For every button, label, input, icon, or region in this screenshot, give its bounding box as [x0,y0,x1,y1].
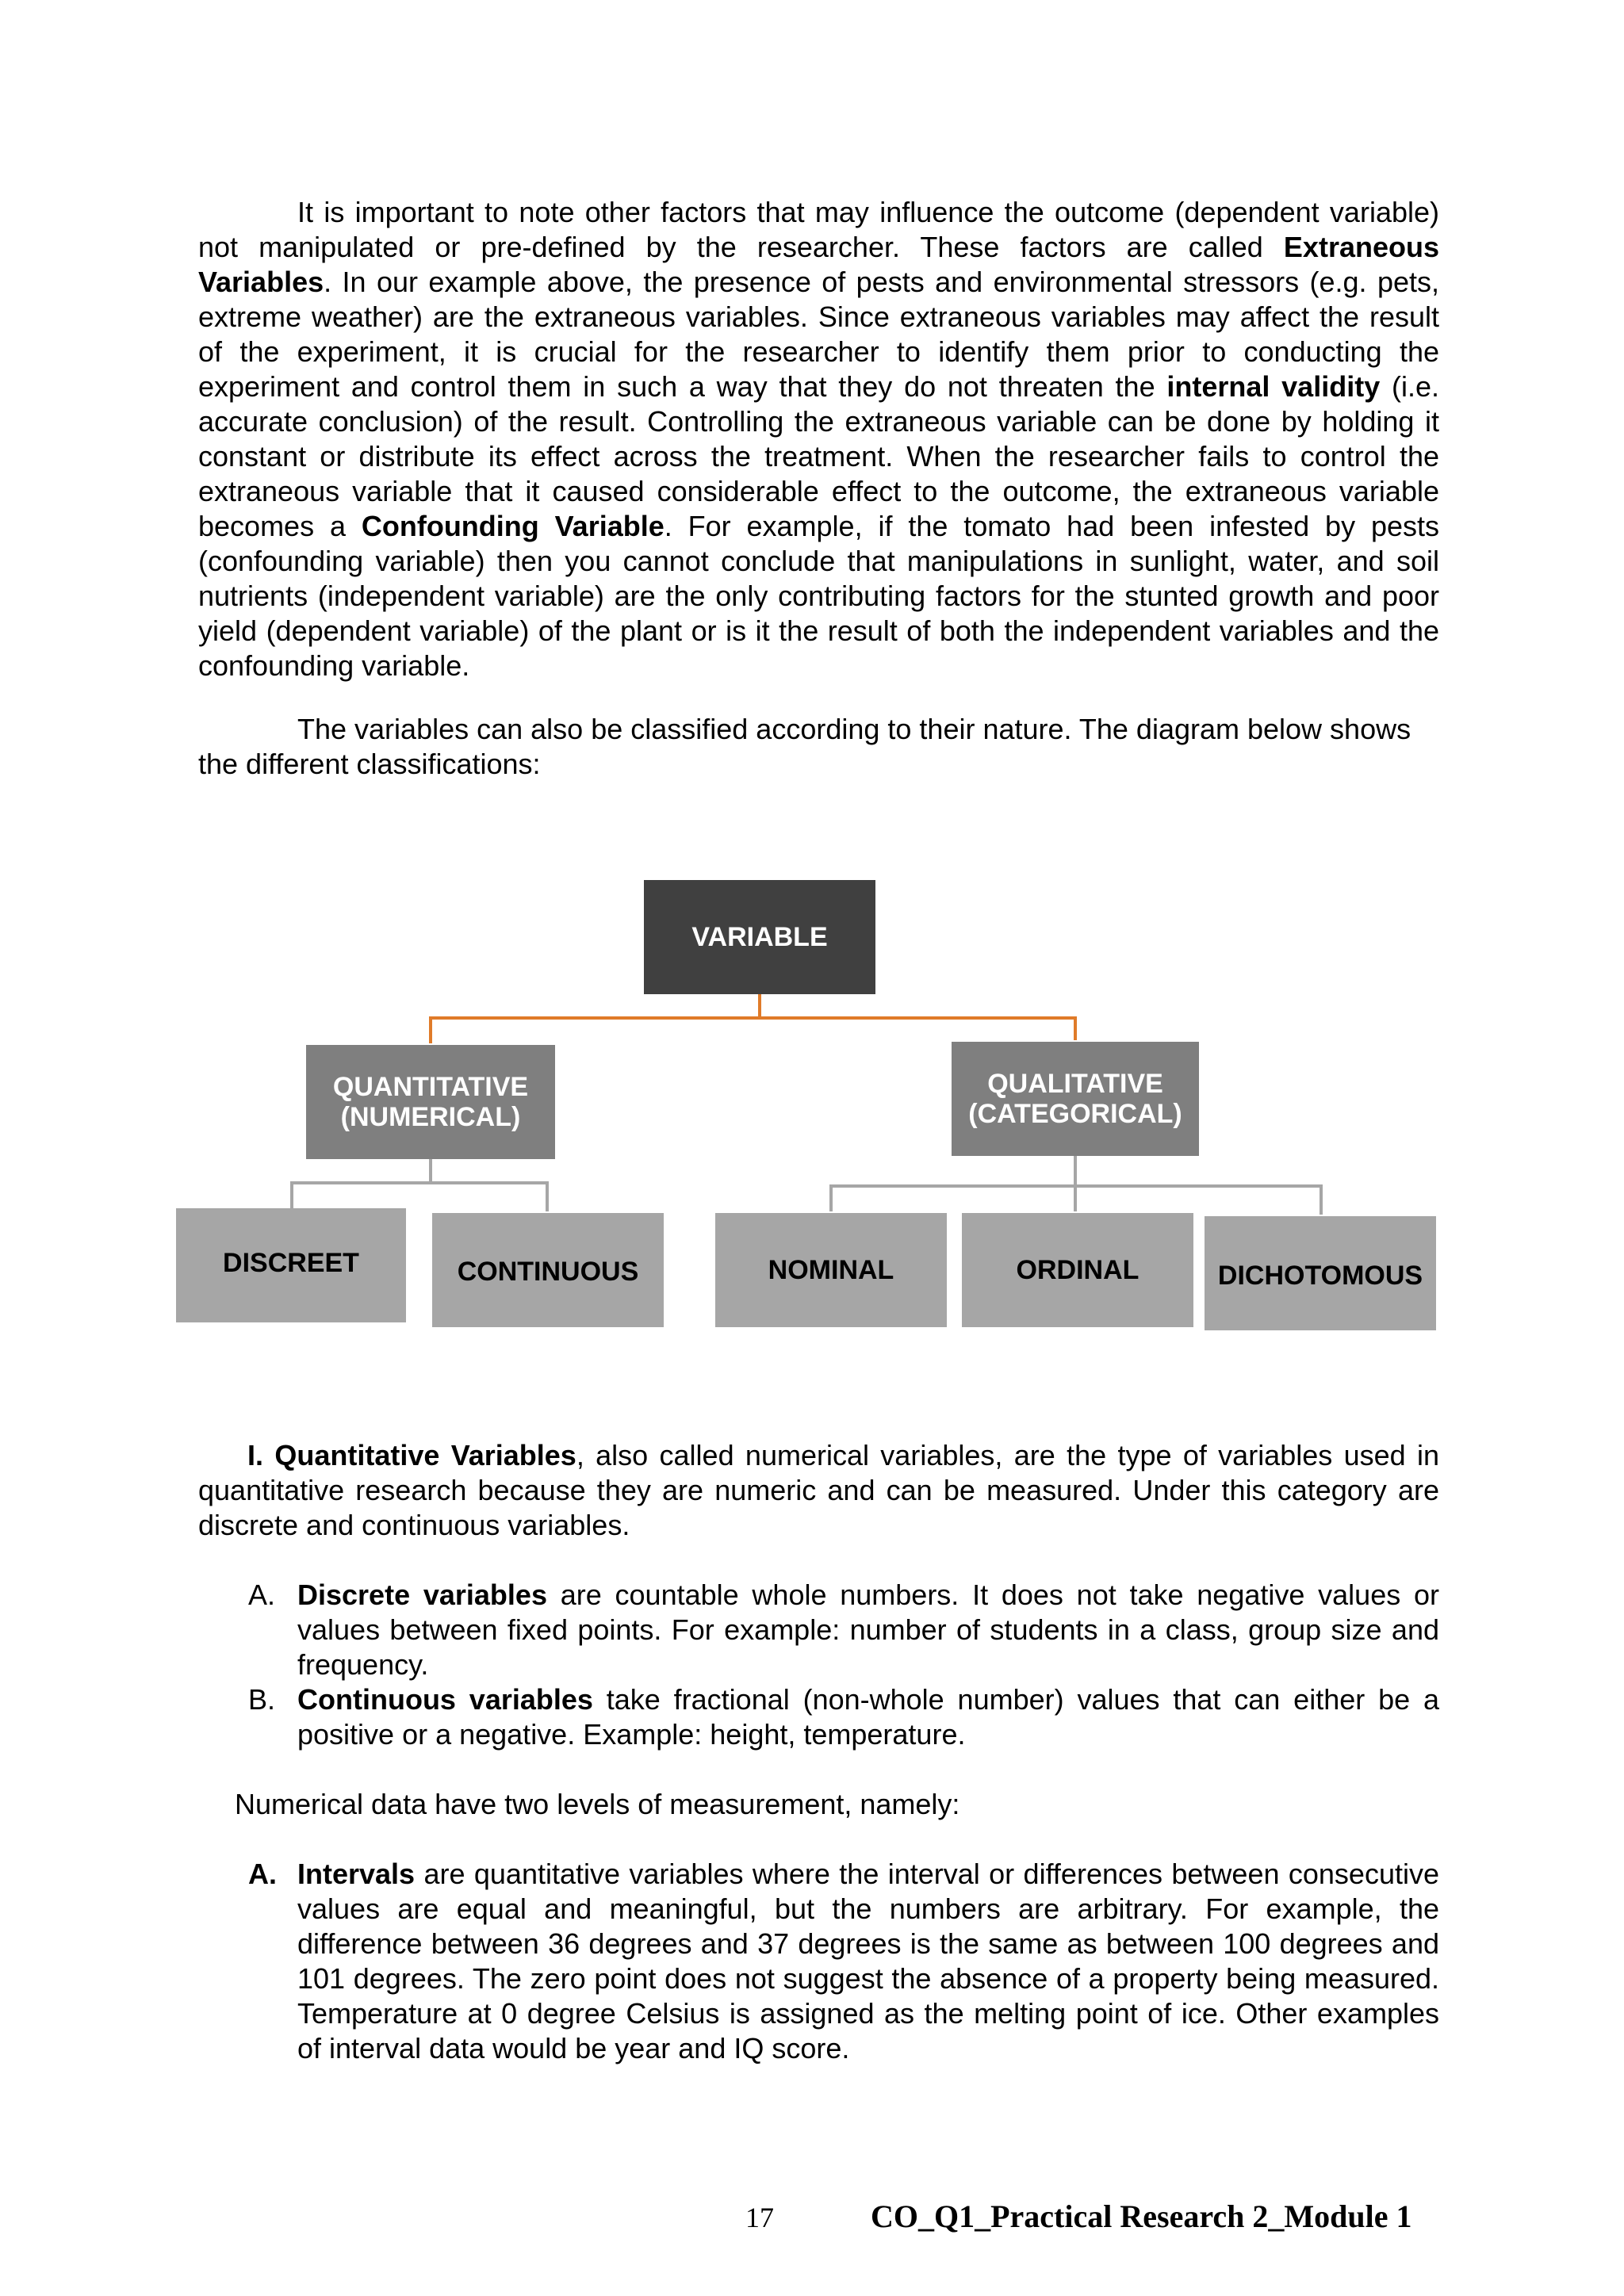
node-qualitative-label: QUALITATIVE [987,1069,1163,1099]
term-intervals: Intervals [297,1858,416,1890]
term-discrete-variables: Discrete variables [297,1578,547,1611]
text-run: (i.e. accurate conclusion) of the result. Controlling the extraneous variable can be done by holding it constant or distribute its effect across the treatment. When the researcher fails to control the extraneous variable that it caused considerable effect to the outcome, the extraneous variable becomes a [198,370,1439,542]
node-quantitative-label: QUANTITATIVE [332,1072,529,1102]
text-run: It is important to note other factors that may influence the outcome (dependent variable) not manipulated or pre-defined by the researcher. These factors are called [198,196,1439,263]
node-continuous: CONTINUOUS [432,1213,664,1327]
node-quantitative [306,1045,555,1159]
node-qualitative [952,1042,1199,1156]
list-letter: A. [248,1578,276,1611]
node-variable: VARIABLE [644,880,875,994]
connector-root-to-quantitative [431,994,760,1043]
connector-root-to-qualitative [760,1018,1075,1040]
connector-qualitative-to-dichotomous [1075,1186,1321,1215]
term-quantitative-variables: I. Quantitative Variables [247,1439,576,1471]
text-run: are quantitative variables where the interval or differences between consecutive values are equal and meaningful, but the numbers are arbitrary. For example, the difference between 36 degrees and 37 degrees is the same as between 100 degrees and 101 degrees. The zero point does not suggest the absence of a property being measured. Temperature at 0 degree Celsius is assigned as the melting point of ice. Other examples of interval data would be year and IQ score. [297,1858,1439,2064]
list-letter: A. [248,1858,277,1890]
page-number: 17 [745,2202,774,2233]
term-extraneous-variables: Extraneous Variables [198,231,1439,298]
connector-quantitative-to-discreet [292,1159,431,1208]
text-run: . For example, if the tomato had been infested by pests (confounding variable) then you cannot conclude that manipulations in sunlight, water, and soil nutrients (independent variable) are the only contributing factors for the stunted growth and poor yield (dependent variable) of the plant or is it the result of both the independent variables and the confounding variable. [198,510,1439,682]
paragraph-quantitative-variables [198,1438,1439,1543]
paragraph-levels-of-measurement: Numerical data have two levels of measurement, namely: [235,1788,960,1820]
list-item-intervals [246,1857,1439,2066]
node-dichotomous: DICHOTOMOUS [1205,1216,1436,1330]
text-run: are countable whole numbers. It does not take negative values or values between fixed points. For example: number of students in a class, group size and frequency. [297,1578,1439,1681]
term-continuous-variables: Continuous variables [297,1683,593,1716]
node-qualitative-sublabel: (CATEGORICAL) [968,1099,1182,1129]
term-internal-validity: internal validity [1166,370,1381,403]
connector-quantitative-to-continuous [431,1183,547,1211]
text-run: , also called numerical variables, are the type of variables used in quantitative research because they are numeric and can be measured. Under this category are discrete and continuous variables. [198,1439,1439,1541]
text-run: take fractional (non-whole number) values that can either be a positive or a negative. Example: height, temperature. [297,1683,1439,1751]
text-run: . In our example above, the presence of pests and environmental stressors (e.g. pets, extreme weather) are the extraneous variables. Since extraneous variables may affect the result of the experiment, it is crucial for the researcher to identify them prior to conducting the experiment and control them in such a way that they do not threaten the [198,266,1439,403]
list-item-continuous [246,1682,1439,1752]
list-letter: B. [248,1683,276,1716]
node-quantitative-sublabel: (NUMERICAL) [340,1102,521,1132]
connector-qualitative-to-nominal [831,1156,1075,1211]
text-run: The variables can also be classified according to their nature. The diagram below shows the different classifications: [198,713,1411,780]
node-discreet: DISCREET [176,1208,406,1322]
node-nominal: NOMINAL [715,1213,947,1327]
module-footer: CO_Q1_Practical Research 2_Module 1 [871,2198,1412,2234]
list-item-discrete [246,1578,1439,1682]
node-ordinal: ORDINAL [962,1213,1193,1327]
term-confounding-variable: Confounding Variable [361,510,665,542]
